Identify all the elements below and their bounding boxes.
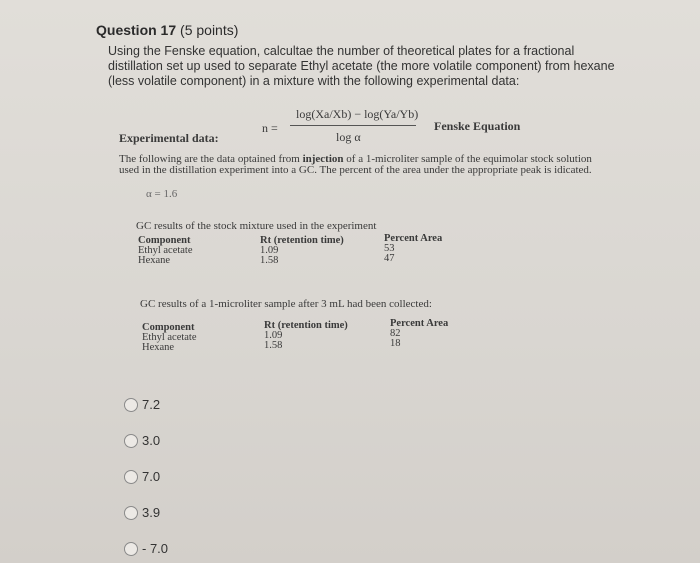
- table1-header-area: Percent Area: [384, 233, 443, 244]
- answer-option-label: 3.0: [142, 433, 161, 448]
- question-heading: [96, 22, 238, 38]
- radio-button[interactable]: [124, 506, 138, 520]
- answer-option[interactable]: [124, 397, 160, 412]
- answer-option-label: - 7.0: [142, 541, 169, 556]
- table1-cell: 1.09: [260, 245, 279, 256]
- formula-fraction-bar: [290, 125, 416, 126]
- formula-lhs: n =: [262, 121, 278, 135]
- radio-button[interactable]: [124, 542, 138, 556]
- answer-option-label: 3.9: [142, 505, 161, 520]
- formula-denominator: log α: [336, 130, 361, 144]
- formula-name: Fenske Equation: [434, 119, 521, 133]
- table2-rt-column: [264, 321, 348, 351]
- table2-header-area: Percent Area: [390, 318, 449, 329]
- radio-button[interactable]: [124, 434, 138, 448]
- exp-desc-bold: injection: [302, 153, 344, 165]
- experimental-description: [119, 154, 599, 176]
- table2-cell: Hexane: [142, 342, 175, 353]
- answer-option[interactable]: [124, 541, 168, 556]
- table2-cell: 82: [390, 328, 401, 339]
- table1-title: GC results of the stock mixture used in the experiment: [136, 220, 377, 232]
- radio-button[interactable]: [124, 470, 138, 484]
- answer-option[interactable]: [124, 505, 160, 520]
- table2-cell: 18: [390, 338, 401, 349]
- question-points: (5 points): [180, 22, 239, 38]
- question-number: Question 17: [96, 22, 177, 38]
- table2-header-rt: Rt (retention time): [264, 320, 348, 331]
- table1-cell: 53: [384, 243, 395, 254]
- answer-option[interactable]: [124, 469, 160, 484]
- table2-title: GC results of a 1-microliter sample after 3 mL had been collected:: [140, 298, 432, 310]
- table1-cell: Ethyl acetate: [138, 245, 193, 256]
- table1-cell: 1.58: [260, 255, 279, 266]
- table1-cell: 47: [384, 253, 395, 264]
- answer-option[interactable]: [124, 433, 160, 448]
- experimental-data-label: Experimental data:: [119, 131, 219, 145]
- table1-component-column: [138, 236, 193, 266]
- table2-cell: Ethyl acetate: [142, 332, 197, 343]
- table2-header-component: Component: [142, 322, 195, 333]
- formula-numerator: log(Xa/Xb) − log(Ya/Yb): [296, 107, 419, 121]
- alpha-value: α = 1.6: [146, 188, 178, 200]
- table1-area-column: [384, 234, 442, 264]
- table2-cell: 1.09: [264, 330, 283, 341]
- exp-desc-suffix: of a 1-microliter sample of the equimolar stock solution used in the distillation experiment into a GC. The percent of the area under the appropriate peak is idicated.: [119, 153, 592, 176]
- answer-option-label: 7.2: [142, 397, 161, 412]
- table1-rt-column: [260, 236, 344, 266]
- table2-area-column: [390, 319, 448, 349]
- table1-cell: Hexane: [138, 255, 171, 266]
- question-text: Using the Fenske equation, calcultae the number of theoretical plates for a fractional distillation set up used to separate Ethyl acetate (the more volatile component) from hexane (less volatile component) in a mixture with the following experimental data:: [108, 44, 615, 88]
- radio-button[interactable]: [124, 398, 138, 412]
- table2-component-column: [142, 323, 197, 353]
- table2-cell: 1.58: [264, 340, 283, 351]
- table1-header-component: Component: [138, 235, 191, 246]
- answer-option-label: 7.0: [142, 469, 161, 484]
- exp-desc-prefix: The following are the data optained from: [119, 153, 303, 165]
- table1-header-rt: Rt (retention time): [260, 235, 344, 246]
